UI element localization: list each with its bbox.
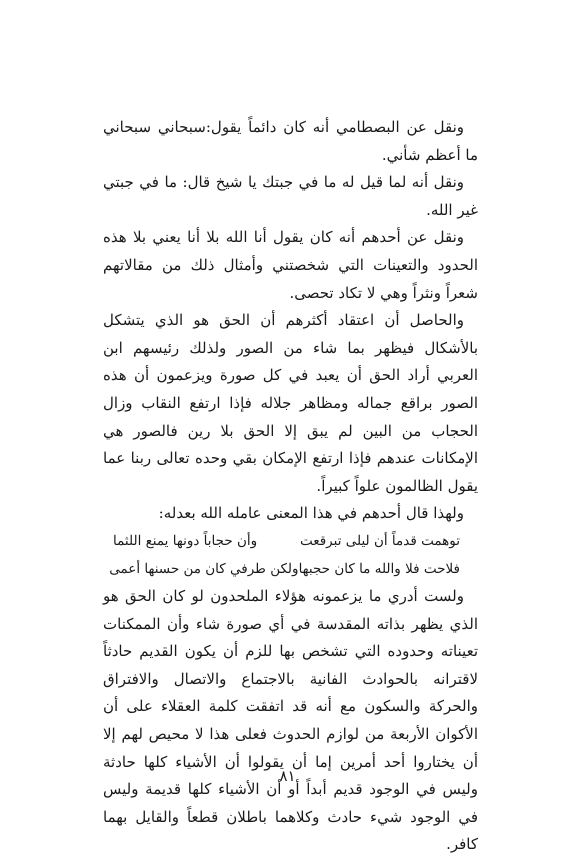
paragraph-jubba: ونقل أنه لما قيل له ما في جبتك يا شيخ قال: ما في جبتي غير الله. bbox=[103, 173, 478, 219]
paragraph-ana-allah: ونقل عن أحدهم أنه كان يقول أنا الله بلا أنا يعني بلا هذه الحدود والتعينات التي شخصتني وأمثال ذلك من مقالاتهم شعراً ونثراً وهي لا تكاد تحصى. bbox=[103, 228, 478, 302]
paragraph-summary: والحاصل أن اعتقاد أكثرهم أن الحق هو الذي يتشكل بالأشكال فيظهر بما شاء من الصور ولذلك رئيسهم ابن العربي أراد الحق أن يعبد في كل صورة ويزعمون أن هذه الصور براقع جماله ومظاهر جلاله فإذا ارتفع النقاب وزال الحجاب من البين لم يبق إلا الحق بلا رين فالصور هي الإمكانات عندهم فإذا ارتفع الإمكان بقي وحده تعالى ربنا عما يقول الظالمون علواً كبيراً. bbox=[103, 311, 478, 495]
paragraph-poem-intro: ولهذا قال أحدهم في هذا المعنى عامله الله بعدله: bbox=[158, 504, 464, 523]
poem bbox=[103, 528, 478, 583]
poem-verse bbox=[103, 556, 478, 584]
poem-hemistich-second: وأن حجاباً دونها يمنع اللثما bbox=[113, 532, 258, 549]
poem-verse bbox=[103, 528, 478, 556]
body-text bbox=[103, 114, 478, 859]
poem-hemistich-first: فلاحت فلا والله ما كان حجبها bbox=[298, 560, 460, 577]
paragraph-bistami: ونقل عن البصطامي أنه كان دائماً يقول:سبحاني سبحاني ما أعظم شأني. bbox=[103, 118, 478, 164]
poem-hemistich-second: ولكن طرفي كان من حسنها أعمى bbox=[109, 560, 299, 577]
paragraph-closing: ولست أدري ما يزعمونه هؤلاء الملحدون لو كان الحق هو الذي يظهر بذاته المقدسة في أي صورة شاء وأن الممكنات تعيناته وحدوده التي تشخص بها للزم أن يكون القديم حادثاً لاقترانه بالحوادث الفانية بالاجتماع والاتصال والافتراق والحركة والسكون مع أنه قد اتفقت كلمة العقلاء على أن الأكوان الأربعة من لوازم الحدوث فعلى هذا لا محيص لهم إلا أن يختاروا أحد أمرين إما أن يقولوا أن الأشياء كلها حادثة وليس في الوجود قديم أبداً أو أن الأشياء كلها قديمة وليس في الوجود شيء حادث وكلاهما باطلان قطعاً والقايل بهما كافر. bbox=[103, 587, 478, 854]
poem-hemistich-first: توهمت قدماً أن ليلى تبرقعت bbox=[299, 532, 460, 549]
page-number: ٨١ bbox=[279, 767, 296, 785]
